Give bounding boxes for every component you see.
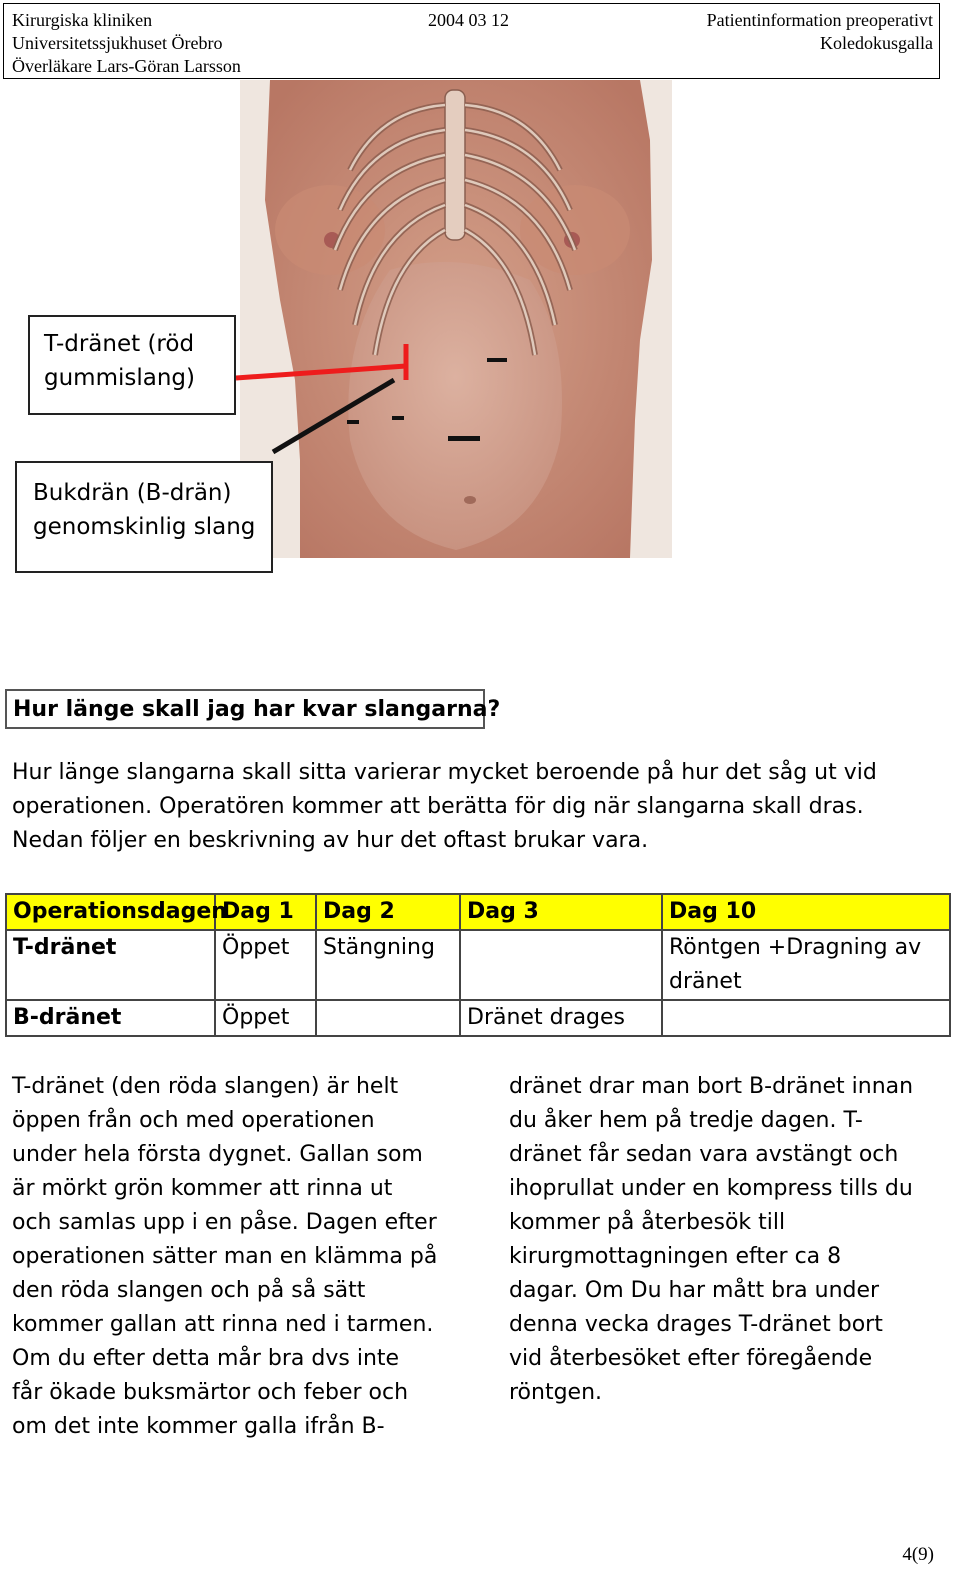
- table-cell: Dränet drages: [460, 1000, 662, 1036]
- table-row-label: T-dränet: [6, 930, 215, 1000]
- body-column-left: [12, 1070, 482, 1444]
- body-line: röntgen.: [509, 1380, 603, 1405]
- t-drain-pointer: [236, 366, 406, 378]
- body-line: T-dränet (den röda slangen) är helt: [12, 1074, 399, 1099]
- table-cell: [662, 1000, 950, 1036]
- body-line: är mörkt grön kommer att rinna ut: [12, 1176, 393, 1201]
- body-line: ihoprullat under en kompress tills du: [509, 1176, 913, 1201]
- table-header-cell: Dag 3: [460, 894, 662, 930]
- header-topic: Koledokusgalla: [820, 33, 933, 53]
- intro-line: Hur länge slangarna skall sitta varierar mycket beroende på hur det såg ut vid: [12, 760, 877, 785]
- body-line: Om du efter detta mår bra dvs inte: [12, 1346, 400, 1371]
- callout-t-line-2: gummislang): [44, 365, 195, 391]
- table-header-cell: Operationsdagen: [6, 894, 215, 930]
- body-line: den röda slangen och på så sätt: [12, 1278, 366, 1303]
- body-line: vid återbesöket efter föregående: [509, 1346, 873, 1371]
- header-hospital: Universitetssjukhuset Örebro: [12, 33, 223, 53]
- body-line: du åker hem på tredje dagen. T-: [509, 1108, 863, 1133]
- table-cell: Öppet: [215, 930, 316, 1000]
- table-row: [6, 1000, 950, 1036]
- body-line: operationen sätter man en klämma på: [12, 1244, 438, 1269]
- body-line: dagar. Om Du har mått bra under: [509, 1278, 880, 1303]
- header-date: 2004 03 12: [428, 10, 509, 30]
- body-line: kommer gallan att rinna ned i tarmen.: [12, 1312, 434, 1337]
- body-line: dränet drar man bort B-dränet innan: [509, 1074, 914, 1099]
- section-question: Hur länge skall jag har kvar slangarna?: [5, 689, 485, 729]
- table-header-cell: Dag 10: [662, 894, 950, 930]
- body-line: om det inte kommer galla ifrån B-: [12, 1414, 385, 1439]
- table-header-cell: Dag 2: [316, 894, 460, 930]
- table-cell: Öppet: [215, 1000, 316, 1036]
- table-row-label: B-dränet: [6, 1000, 215, 1036]
- callout-t-line-1: T-dränet (röd: [44, 331, 195, 357]
- body-line: kommer på återbesök till: [509, 1210, 786, 1235]
- callout-b-line-2: genomskinlig slang: [33, 514, 256, 540]
- table-cell: [316, 1000, 460, 1036]
- callout-b-drain: [15, 461, 273, 573]
- table-header-cell: Dag 1: [215, 894, 316, 930]
- body-column-right: [509, 1070, 949, 1410]
- table-row: [6, 930, 950, 1000]
- intro-paragraph: [12, 756, 942, 858]
- drain-schedule-table: [5, 893, 951, 1037]
- body-line: under hela första dygnet. Gallan som: [12, 1142, 423, 1167]
- intro-line: operationen. Operatören kommer att berätta för dig när slangarna skall dras.: [12, 794, 864, 819]
- body-line: dränet får sedan vara avstängt och: [509, 1142, 899, 1167]
- body-line: öppen från och med operationen: [12, 1108, 375, 1133]
- header-department: Kirurgiska kliniken: [12, 10, 153, 30]
- callout-b-line-1: Bukdrän (B-drän): [33, 480, 232, 506]
- header-author: Överläkare Lars-Göran Larsson: [12, 56, 241, 76]
- table-cell: Röntgen +Dragning av dränet: [662, 930, 950, 1000]
- body-line: och samlas upp i en påse. Dagen efter: [12, 1210, 437, 1235]
- body-line: denna vecka drages T-dränet bort: [509, 1312, 883, 1337]
- page-number: 4(9): [902, 1544, 934, 1565]
- table-cell: Stängning: [316, 930, 460, 1000]
- b-drain-pointer: [273, 380, 394, 452]
- header-doc-type: Patientinformation preoperativt: [706, 10, 933, 30]
- body-line: kirurgmottagningen efter ca 8: [509, 1244, 842, 1269]
- body-line: får ökade buksmärtor och feber och: [12, 1380, 409, 1405]
- table-header-row: [6, 894, 950, 930]
- intro-line: Nedan följer en beskrivning av hur det oftast brukar vara.: [12, 828, 649, 853]
- table-cell: [460, 930, 662, 1000]
- callout-t-drain: [28, 315, 236, 415]
